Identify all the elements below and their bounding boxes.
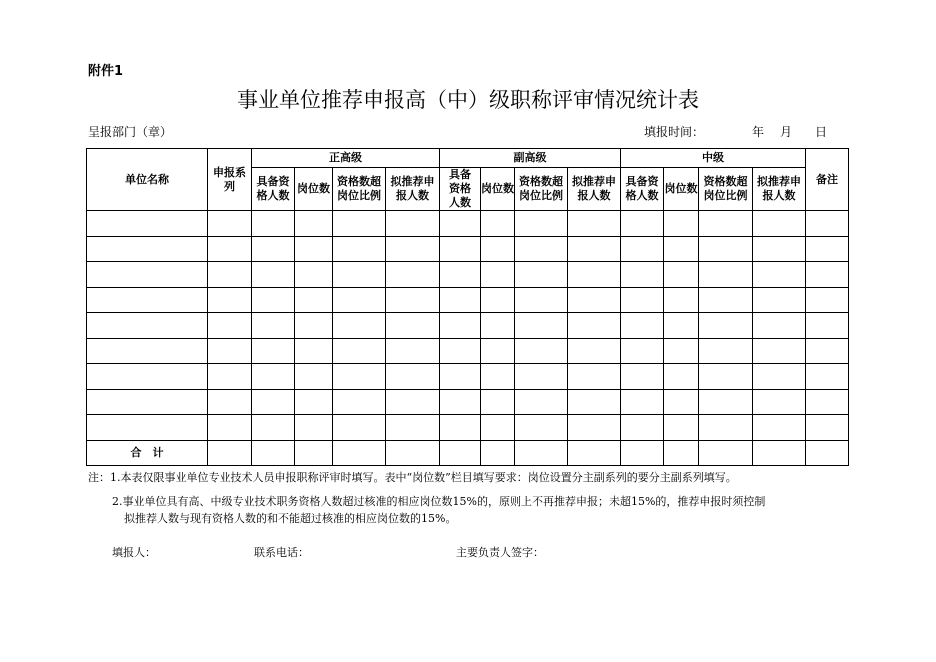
table-cell: [386, 338, 440, 364]
table-cell: [252, 211, 295, 237]
table-cell: [806, 440, 849, 466]
page-title: 事业单位推荐申报高（中）级职称评审情况统计表: [237, 88, 699, 112]
table-cell: [699, 364, 753, 390]
table-cell: [664, 313, 699, 339]
table-cell: [621, 287, 664, 313]
subheader-recommended: 拟推荐申报人数: [568, 168, 621, 211]
table-cell: [386, 262, 440, 288]
table-cell: [386, 287, 440, 313]
month-label: 月: [780, 125, 793, 139]
table-cell: [333, 415, 386, 441]
table-cell: [440, 287, 481, 313]
filler-label: 填报人：: [112, 546, 156, 559]
table-cell: [333, 364, 386, 390]
table-cell: [295, 389, 333, 415]
table-row: [87, 262, 849, 288]
table-cell: [699, 338, 753, 364]
table-cell: [208, 287, 252, 313]
table-row: [87, 313, 849, 339]
table-cell: [87, 338, 208, 364]
table-cell: [664, 236, 699, 262]
table-cell: [386, 313, 440, 339]
table-row: [87, 236, 849, 262]
table-cell: [699, 389, 753, 415]
table-cell: [753, 338, 806, 364]
day-label: 日: [815, 125, 828, 139]
table-cell: [333, 440, 386, 466]
table-cell: [699, 440, 753, 466]
table-cell: [208, 262, 252, 288]
table-cell: [295, 313, 333, 339]
subheader-recommended: 拟推荐申报人数: [753, 168, 806, 211]
table-cell: [252, 364, 295, 390]
table-cell: [295, 364, 333, 390]
table-cell: [621, 364, 664, 390]
subheader-ratio: 资格数超岗位比例: [333, 168, 386, 211]
subheader-posts: 岗位数: [481, 168, 515, 211]
header-group-intermediate: 中级: [621, 149, 806, 168]
table-cell: [295, 287, 333, 313]
header-remarks: 备注: [806, 149, 849, 211]
table-cell: [699, 262, 753, 288]
table-cell: [664, 262, 699, 288]
table-row: [87, 338, 849, 364]
table-cell: [386, 211, 440, 237]
total-label: 合 计: [87, 440, 208, 466]
table-cell: [699, 236, 753, 262]
table-cell: [515, 287, 568, 313]
table-row: [87, 364, 849, 390]
table-cell: [753, 313, 806, 339]
table-cell: [664, 440, 699, 466]
table-cell: [806, 287, 849, 313]
table-cell: [481, 338, 515, 364]
table-cell: [386, 236, 440, 262]
table-cell: [87, 415, 208, 441]
table-cell: [295, 211, 333, 237]
table-cell: [481, 415, 515, 441]
table-cell: [621, 211, 664, 237]
table-cell: [515, 364, 568, 390]
table-cell: [208, 415, 252, 441]
leader-signature-label: 主要负责人签字：: [456, 546, 544, 559]
subheader-posts: 岗位数: [664, 168, 699, 211]
table-cell: [753, 262, 806, 288]
table-cell: [208, 338, 252, 364]
table-cell: [568, 236, 621, 262]
phone-label: 联系电话：: [254, 546, 309, 559]
table-cell: [208, 211, 252, 237]
table-cell: [295, 415, 333, 441]
table-cell: [568, 313, 621, 339]
table-cell: [664, 338, 699, 364]
table-cell: [252, 440, 295, 466]
note-1: 注：1.本表仅限事业单位专业技术人员申报职称评审时填写。表中“岗位数”栏目填写要求：岗位设置分主副系列的要分主副系列填写。: [88, 471, 737, 484]
table-cell: [621, 262, 664, 288]
table-cell: [806, 262, 849, 288]
table-cell: [664, 389, 699, 415]
table-cell: [440, 313, 481, 339]
table-cell: [440, 389, 481, 415]
header-series: 申报系列: [208, 149, 252, 211]
table-cell: [333, 236, 386, 262]
subheader-recommended: 拟推荐申报人数: [386, 168, 440, 211]
year-label: 年: [752, 125, 765, 139]
header-group-associate: 副高级: [440, 149, 621, 168]
table-cell: [481, 364, 515, 390]
table-cell: [252, 236, 295, 262]
note-3: 拟推荐人数与现有资格人数的和不能超过核准的相应岗位数的15%。: [124, 512, 457, 525]
table-cell: [664, 364, 699, 390]
table-cell: [568, 389, 621, 415]
table-cell: [252, 338, 295, 364]
table-cell: [664, 211, 699, 237]
subheader-qualified: 具备资格人数: [440, 168, 481, 211]
table-row: [87, 287, 849, 313]
table-cell: [806, 415, 849, 441]
table-cell: [664, 415, 699, 441]
table-cell: [87, 313, 208, 339]
table-cell: [386, 364, 440, 390]
table-cell: [87, 287, 208, 313]
table-cell: [208, 313, 252, 339]
table-cell: [568, 440, 621, 466]
subheader-ratio: 资格数超岗位比例: [515, 168, 568, 211]
header-unit-name: 单位名称: [87, 149, 208, 211]
table-cell: [440, 364, 481, 390]
table-cell: [806, 338, 849, 364]
table-cell: [87, 236, 208, 262]
table-cell: [621, 338, 664, 364]
table-cell: [699, 287, 753, 313]
table-cell: [252, 287, 295, 313]
dept-label: 呈报部门（章）: [88, 125, 173, 139]
table-cell: [568, 211, 621, 237]
table-cell: [515, 338, 568, 364]
table-cell: [753, 415, 806, 441]
table-cell: [753, 440, 806, 466]
table-cell: [87, 211, 208, 237]
subheader-qualified: 具备资格人数: [621, 168, 664, 211]
note-2: 2.事业单位具有高、中级专业技术职务资格人数超过核准的相应岗位数15%的，原则上不再推荐申报；未超15%的，推荐申报时须控制: [112, 495, 766, 508]
table-cell: [515, 211, 568, 237]
table-cell: [515, 262, 568, 288]
table-cell: [515, 415, 568, 441]
table-cell: [208, 440, 252, 466]
table-cell: [806, 211, 849, 237]
table-cell: [481, 236, 515, 262]
table-cell: [481, 313, 515, 339]
table-cell: [515, 236, 568, 262]
table-cell: [481, 211, 515, 237]
table-cell: [753, 211, 806, 237]
table-cell: [621, 415, 664, 441]
table-cell: [699, 313, 753, 339]
table-cell: [87, 389, 208, 415]
table-cell: [295, 262, 333, 288]
table-cell: [252, 389, 295, 415]
table-cell: [753, 287, 806, 313]
table-cell: [440, 211, 481, 237]
table-cell: [621, 313, 664, 339]
table-cell: [295, 236, 333, 262]
table-cell: [753, 236, 806, 262]
table-cell: [664, 287, 699, 313]
table-cell: [806, 364, 849, 390]
table-cell: [208, 236, 252, 262]
attachment-label: 附件1: [88, 64, 124, 79]
table-cell: [295, 338, 333, 364]
subheader-posts: 岗位数: [295, 168, 333, 211]
table-cell: [333, 313, 386, 339]
table-cell: [481, 262, 515, 288]
table-cell: [699, 211, 753, 237]
table-cell: [481, 287, 515, 313]
table-cell: [515, 313, 568, 339]
table-cell: [252, 262, 295, 288]
table-cell: [621, 389, 664, 415]
table-cell: [333, 211, 386, 237]
subheader-qualified: 具备资格人数: [252, 168, 295, 211]
table-cell: [515, 440, 568, 466]
table-cell: [753, 389, 806, 415]
table-cell: [481, 440, 515, 466]
table-cell: [333, 338, 386, 364]
subheader-ratio: 资格数超岗位比例: [699, 168, 753, 211]
total-row: [87, 440, 849, 466]
table-cell: [568, 338, 621, 364]
date-fields: [750, 123, 827, 140]
table-cell: [386, 389, 440, 415]
table-cell: [333, 389, 386, 415]
header-group-senior: 正高级: [252, 149, 440, 168]
table-cell: [440, 338, 481, 364]
table-cell: [252, 313, 295, 339]
table-cell: [295, 440, 333, 466]
table-cell: [806, 313, 849, 339]
table-cell: [568, 364, 621, 390]
table-cell: [753, 364, 806, 390]
table-cell: [568, 262, 621, 288]
table-cell: [621, 440, 664, 466]
table-cell: [621, 236, 664, 262]
table-cell: [440, 415, 481, 441]
table-row: [87, 389, 849, 415]
table-cell: [481, 389, 515, 415]
table-cell: [208, 364, 252, 390]
table-cell: [208, 389, 252, 415]
table-cell: [386, 440, 440, 466]
table-cell: [515, 389, 568, 415]
table-cell: [252, 415, 295, 441]
table-cell: [806, 389, 849, 415]
fill-time-label: 填报时间：: [644, 125, 705, 139]
table-cell: [699, 415, 753, 441]
table-cell: [568, 415, 621, 441]
table-row: [87, 211, 849, 237]
table-cell: [386, 415, 440, 441]
table-cell: [806, 236, 849, 262]
table-cell: [440, 262, 481, 288]
statistics-table: [86, 148, 849, 466]
table-cell: [87, 364, 208, 390]
table-cell: [333, 287, 386, 313]
table-cell: [440, 440, 481, 466]
table-row: [87, 415, 849, 441]
table-cell: [87, 262, 208, 288]
table-cell: [440, 236, 481, 262]
table-cell: [333, 262, 386, 288]
table-cell: [568, 287, 621, 313]
